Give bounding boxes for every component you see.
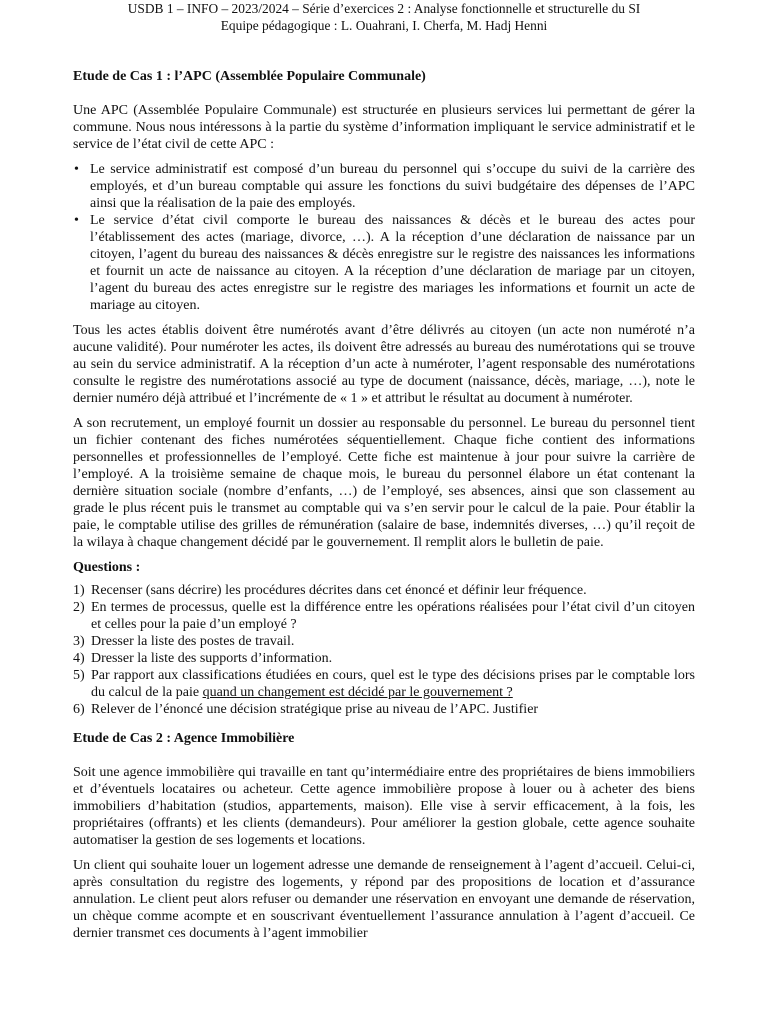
questions-list [73,582,695,718]
question-text: Dresser la liste des supports d’information. [91,651,333,666]
question-text: Relever de l’énoncé une décision stratégique prise au niveau de l’APC. Justifier [91,702,539,717]
question-number: 2) [73,600,85,615]
question-number: 1) [73,583,85,598]
case2-intro-paragraph: Soit une agence immobilière qui travaille en tant qu’intermédiaire entre des propriétaires de biens immobiliers et d’éventuels locataires ou acheteur. Cette agence immobilière propose à louer ou à acheter des biens immobiliers d’habitation (studios, appartements, maison). Elle vise à servir efficacement, à la fois, les propriétaires (offrants) et les clients (demandeurs). Pour améliorer la gestion globale, cette agence souhaite automatiser la gestion de ses logements et locations. [73,765,695,848]
question-item [73,667,695,701]
question-text: Dresser la liste des postes de travail. [91,634,295,649]
question-text: Recenser (sans décrire) les procédures décrites dans cet énoncé et définir leur fréquence. [91,583,587,598]
question-text: En termes de processus, quelle est la différence entre les opérations réalisées pour l’état civil d’un citoyen et celles pour la paie d’un employé ? [91,600,695,632]
question-item [73,599,695,633]
case1-numerotation-paragraph: Tous les actes établis doivent être numérotés avant d’être délivrés au citoyen (un acte non numéroté n’a aucune validité). Pour numéroter les actes, ils doivent être adressés au bureau des numérotations qui se trouve au sein du service administratif. A la réception d’un acte à numéroter, l’agent responsable des numérotations consulte le registre des numérotations associé au type de document (naissance, décès, mariage, …), note le dernier numéro déjà attribué et l’incrémente de « 1 » et attribut le résultat au document à numéroter. [73,323,695,406]
case1-bullet-admin: • Le service administratif est composé d’un bureau du personnel qui s’occupe du suivi de la carrière des employés, et d’un bureau comptable qui assure les fonctions du suivi budgétaire des dépenses de l’APC ainsi que la réalisation de la paie des employés. [73,161,695,212]
case2-client-paragraph: Un client qui souhaite louer un logement adresse une demande de renseignement à l’agent d’accueil. Celui-ci, après consultation du registre des logements, y répond par des propositions de location et d’assurance annulation. Le client peut alors refuser ou demander une réservation en envoyant une demande de réservation, un chèque comme acompte et en souscrivant éventuellement l’assurance annulation à l’agent d’accueil. Ce dernier transmet ces documents à l’agent immobilier [73,858,695,941]
question-item [73,650,695,667]
case1-title: Etude de Cas 1 : l’APC (Assemblée Populaire Communale) [73,69,426,84]
question-number: 6) [73,702,85,717]
question-number: 4) [73,651,85,666]
header-course-line: USDB 1 – INFO – 2023/2024 – Série d’exercices 2 : Analyse fonctionnelle et structurelle du SI [127,1,641,16]
question-underlined-text: quand un changement est décidé par le gouvernement ? [202,685,513,700]
case1-bullet-list [73,161,695,314]
questions-title: Questions : [73,560,141,575]
question-item [73,701,695,718]
case1-intro: Une APC (Assemblée Populaire Communale) est structurée en plusieurs services lui permettant de gérer la commune. Nous nous intéressons à la partie du système d’information impliquant le service administratif et le service de l’état civil de cette APC : [73,103,695,152]
question-number: 5) [73,668,85,683]
case2-title: Etude de Cas 2 : Agence Immobilière [73,731,295,746]
case1-personnel-paragraph: A son recrutement, un employé fournit un dossier au responsable du personnel. Le bureau du personnel tient un fichier contenant des fiches numérotées séquentiellement. Chaque fiche contient des informations personnelles et professionnelles de l’employé. Cette fiche est maintenue à jour pour suivre la carrière de l’employé. A la troisième semaine de chaque mois, le bureau du personnel élabore un état contenant la dernière situation sociale (nombre d’enfants, …) de l’employé, ses absences, ainsi que son classement au grade le plus récent puis le transmet au comptable qui va s’en servir pour le calcul de la paie. Pour établir la paie, le comptable utilise des grilles de rémunération (salaire de base, indemnités diverses, …) qu’il reçoit de la wilaya à chaque changement décidé par le gouvernement. Il remplit alors le bulletin de paie. [73,416,695,550]
document-body [73,68,695,950]
header-team-line: Equipe pédagogique : L. Ouahrani, I. Cherfa, M. Hadj Henni [220,18,548,33]
question-number: 3) [73,634,85,649]
page-header [0,0,768,34]
question-item [73,633,695,650]
question-text: Par rapport aux classifications étudiées en cours, quel est le type des décisions prises par le comptable lors du calcul de la paie [91,668,695,700]
question-item [73,582,695,599]
case1-bullet-etat-civil: • Le service d’état civil comporte le bureau des naissances & décès et le bureau des actes pour l’établissement des actes (mariage, divorce, …). A la réception d’une déclaration de naissance par un citoyen, l’agent du bureau des naissances & décès enregistre sur le registre des naissances les informations et fournit un acte de naissance au citoyen. A la réception d’une déclaration de mariage par un citoyen, l’agent du bureau des actes enregistre sur le registre des mariages les informations et fournit un acte de mariage au citoyen. [73,212,695,314]
